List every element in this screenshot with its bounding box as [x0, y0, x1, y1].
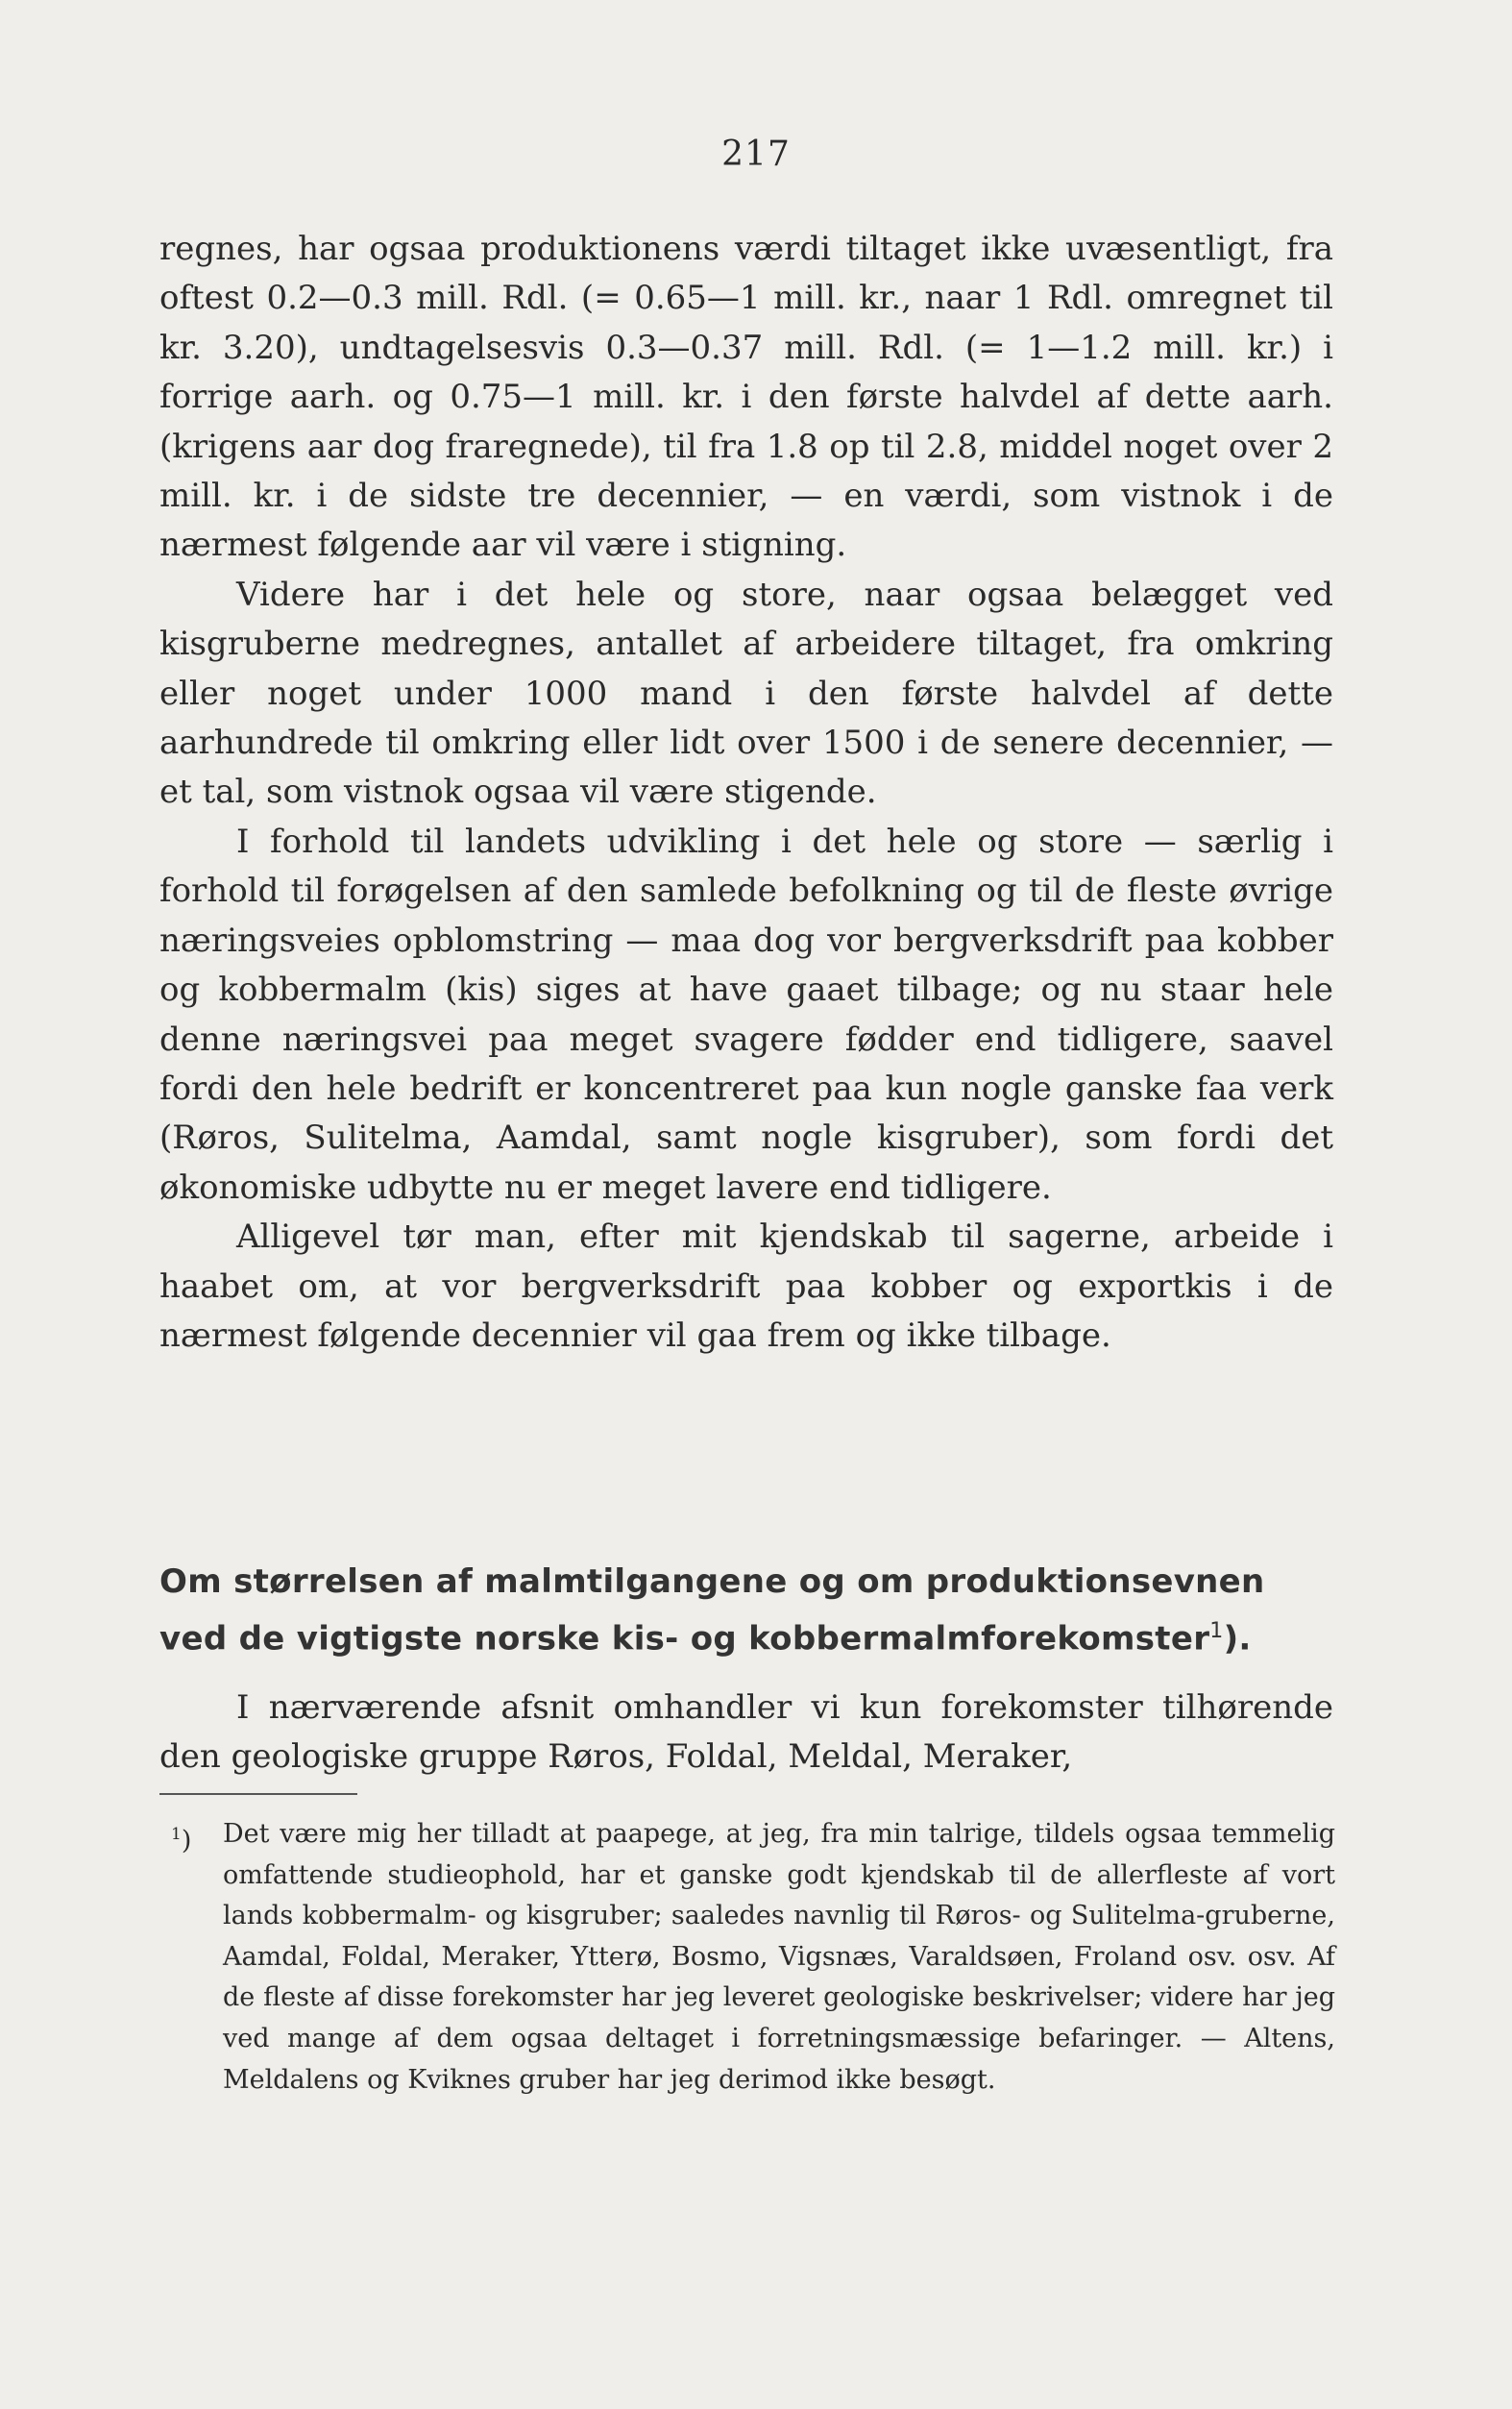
footnote-divider [159, 1793, 357, 1795]
footnote [171, 1814, 1335, 2101]
footnote-marker-number: 1 [171, 1825, 182, 1844]
section-heading-text: Om størrelsen af malmtilgangene og om produktionsevnen ved de vigtigste norske kis- og kobbermalmforekomster [159, 1562, 1265, 1659]
footnote-marker [171, 1814, 191, 1862]
section-heading-end: ). [1223, 1619, 1252, 1659]
section-heading [159, 1557, 1333, 1663]
paragraph: Alligevel tør man, efter mit kjendskab til sagerne, arbeide i haabet om, at vor bergverksdrift paa kobber og exportkis i de nærmest følgende decennier vil gaa frem og ikke tilbage. [159, 1217, 1333, 1355]
paragraph: Videre har i det hele og store, naar ogsaa belægget ved kisgruberne medregnes, antallet af arbeidere tiltaget, fra omkring eller noget under 1000 mand i den første halvdel af dette aarhundrede til omkring eller lidt over 1500 i de senere decennier, — et tal, som vistnok ogsaa vil være stigende. [159, 575, 1333, 812]
paragraph: I nærværende afsnit omhandler vi kun forekomster tilhørende den geologiske gruppe Røros, Foldal, Meldal, Meraker, [159, 1688, 1333, 1777]
body-text [159, 225, 1333, 1361]
paragraph: I forhold til landets udvikling i det hele og store — særlig i forhold til forøgelsen af den samlede befolkning og til de fleste øvrige næringsveies opblomstring — maa dog vor bergverksdrift paa kobber og kobbermalm (kis) siges at have gaaet tilbage; og nu staar hele denne næringsvei paa meget svagere fødder end tidligere, saavel fordi den hele bedrift er koncentreret paa kun nogle ganske faa verk (Røros, Sulitelma, Aamdal, samt nogle kisgruber), som fordi det økonomiske udbytte nu er meget lavere end tidligere. [159, 822, 1333, 1207]
footnote-marker-paren: ) [181, 1826, 192, 1856]
footnote-text: Det være mig her tilladt at paapege, at jeg, fra min talrige, tildels ogsaa temmelig omfattende studieophold, har et ganske godt kjendskab til de allerfleste af vort lands kobbermalm- og kisgruber; saaledes navnlig til Røros- og Sulitelma-gruberne, Aamdal, Foldal, Meraker, Ytterø, Bosmo, Vigsnæs, Varaldsøen, Froland osv. osv. Af de fleste af disse forekomster har jeg leveret geologiske beskrivelser; videre har jeg ved mange af dem ogsaa deltaget i forretningsmæssige befaringer. — Altens, Meldalens og Kviknes gruber har jeg derimod ikke besøgt. [223, 1819, 1335, 2095]
paragraph: regnes, har ogsaa produktionens værdi tiltaget ikke uvæsentligt, fra oftest 0.2—0.3 mill. Rdl. (= 0.65—1 mill. kr., naar 1 Rdl. omregnet til kr. 3.20), undtagelsesvis 0.3—0.37 mill. Rdl. (= 1—1.2 mill. kr.) i forrige aarh. og 0.75—1 mill. kr. i den første halvdel af dette aarh. (krigens aar dog fraregnede), til fra 1.8 op til 2.8, middel noget over 2 mill. kr. i de sidste tre decennier, — en værdi, som vistnok i de nærmest følgende aar vil være i stigning. [159, 230, 1333, 565]
footnote-reference: 1 [1209, 1619, 1224, 1643]
section-text [159, 1684, 1333, 1782]
page-number: 217 [721, 135, 791, 174]
